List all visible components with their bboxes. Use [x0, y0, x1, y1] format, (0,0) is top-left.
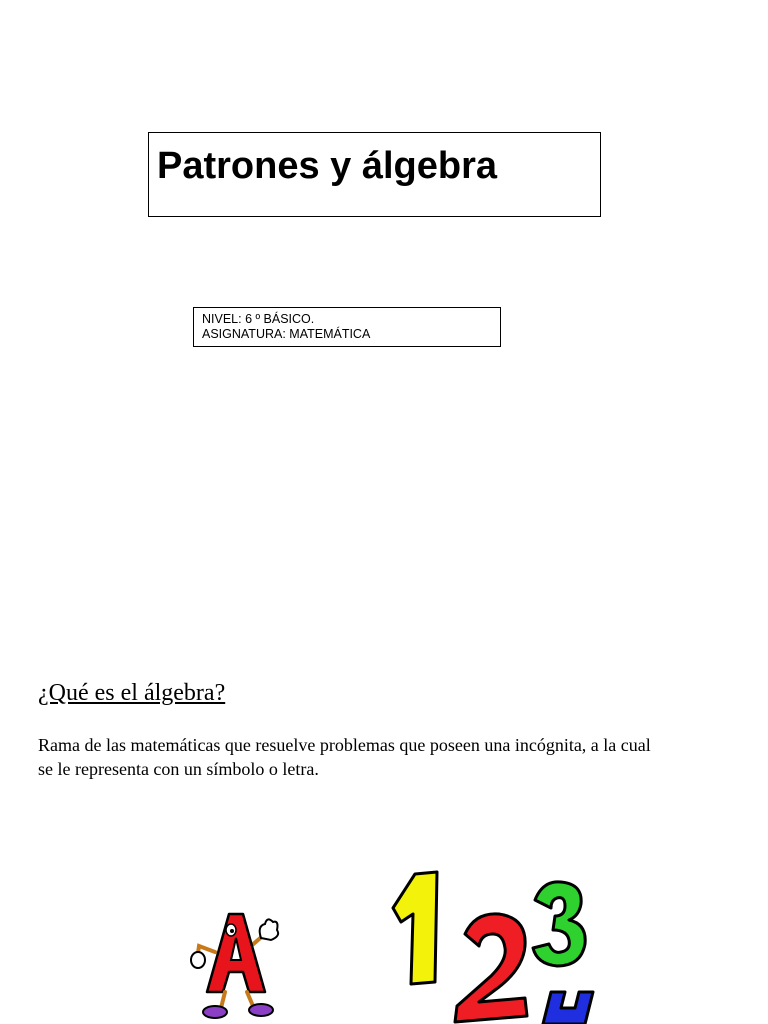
letter-a-character-icon	[185, 900, 285, 1024]
section-heading: ¿Qué es el álgebra?	[38, 680, 226, 706]
numbers-clipart-icon	[375, 860, 605, 1024]
paragraph-line: Rama de las matemáticas que resuelve problemas que poseen una incógnita, a la cual	[38, 735, 651, 755]
course-info-box	[193, 307, 501, 347]
page-title: Patrones y álgebra	[157, 145, 498, 187]
title-box	[148, 132, 601, 217]
paragraph-line: se le representa con un símbolo o letra.	[38, 759, 319, 779]
subject-label: ASIGNATURA: MATEMÁTICA	[202, 327, 371, 341]
level-label: NIVEL: 6 º BÁSICO.	[202, 312, 315, 326]
definition-paragraph	[38, 733, 738, 781]
